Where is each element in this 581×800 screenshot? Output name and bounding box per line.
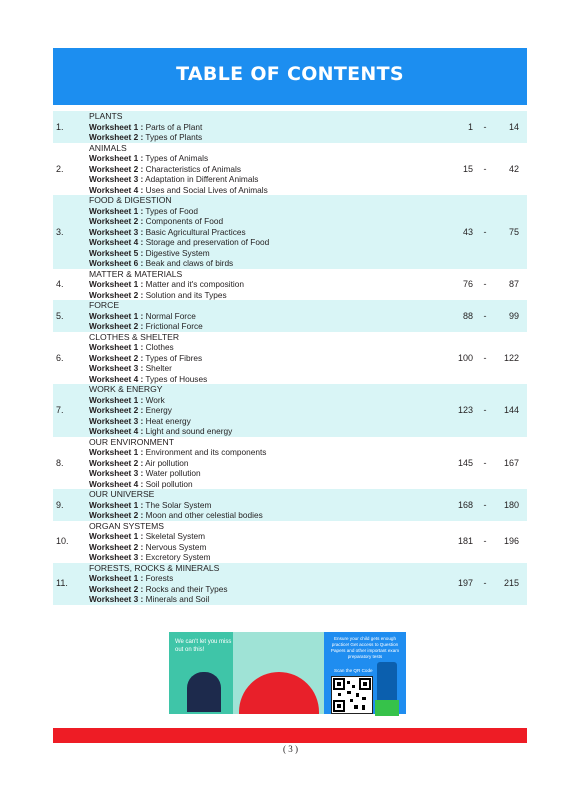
page-range bbox=[445, 437, 519, 490]
worksheet-title: Types of Food bbox=[145, 205, 198, 216]
page-from: 168 bbox=[457, 499, 473, 510]
worksheet-title: Environment and its components bbox=[145, 447, 267, 457]
chapter-number: 5. bbox=[56, 310, 64, 321]
banner-left-text: We can't let you miss out on this! bbox=[175, 639, 232, 653]
page-from: 76 bbox=[462, 279, 473, 289]
page-range bbox=[445, 489, 519, 521]
banner-right-text: Ensure your child gets enough practice! Get access to Question Papers and other important exam preparatory tests bbox=[330, 636, 400, 659]
toc-row[interactable] bbox=[53, 384, 527, 437]
worksheet-title: Excretory System bbox=[145, 552, 211, 562]
phone-base-icon bbox=[375, 700, 399, 716]
toc-row[interactable] bbox=[53, 195, 527, 269]
range-dash: - bbox=[483, 352, 487, 363]
page-to: 215 bbox=[503, 578, 519, 589]
worksheet-title: Beak and claws of birds bbox=[145, 258, 234, 268]
worksheet-title: Adaptation in Different Animals bbox=[145, 174, 259, 184]
worksheet-title: The Solar System bbox=[145, 499, 212, 510]
worksheet-title: Uses and Social Lives of Animals bbox=[145, 184, 268, 195]
toc-table bbox=[53, 111, 527, 605]
worksheet-label: Worksheet 2 : bbox=[89, 216, 144, 226]
toc-row[interactable] bbox=[53, 437, 527, 490]
range-dash: - bbox=[483, 405, 487, 415]
worksheet-label: Worksheet 4 : bbox=[89, 184, 144, 195]
worksheet-label: Worksheet 3 : bbox=[89, 468, 144, 478]
worksheet-label: Worksheet 3 : bbox=[89, 594, 144, 604]
page-range bbox=[445, 195, 519, 269]
worksheet-title: Skeletal System bbox=[145, 531, 206, 541]
worksheet-label: Worksheet 3 : bbox=[89, 363, 144, 373]
chapter-title: OUR ENVIRONMENT bbox=[89, 436, 174, 447]
worksheet-label: Worksheet 4 : bbox=[89, 373, 144, 384]
worksheet-label: Worksheet 2 : bbox=[89, 163, 144, 174]
page-from: 15 bbox=[462, 163, 473, 174]
chapter-title: FOOD & DIGESTION bbox=[89, 195, 172, 205]
page-to: 99 bbox=[508, 310, 519, 321]
toc-row[interactable] bbox=[53, 563, 527, 605]
toc-row[interactable] bbox=[53, 269, 527, 301]
toc-row[interactable] bbox=[53, 143, 527, 196]
page-to: 87 bbox=[508, 279, 519, 289]
chapter-number: 11. bbox=[56, 578, 68, 589]
chapter-title: FORCE bbox=[89, 300, 120, 310]
range-dash: - bbox=[483, 163, 487, 174]
page-number: ( 3 ) bbox=[283, 744, 298, 754]
page-range bbox=[445, 384, 519, 437]
worksheet-label: Worksheet 1 : bbox=[89, 573, 144, 583]
chapter-number: 1. bbox=[56, 121, 64, 132]
page-from: 100 bbox=[457, 352, 473, 363]
worksheet-title: Energy bbox=[145, 405, 172, 415]
chapter-title: OUR UNIVERSE bbox=[89, 489, 155, 499]
worksheet-title: Digestive System bbox=[145, 247, 210, 258]
toc-row[interactable] bbox=[53, 332, 527, 385]
range-dash: - bbox=[483, 499, 487, 510]
toc-header bbox=[53, 48, 527, 105]
page-to: 122 bbox=[503, 352, 519, 363]
worksheet-label: Worksheet 4 : bbox=[89, 478, 144, 489]
worksheet-title: Rocks and their Types bbox=[145, 583, 228, 594]
chapter-title: ORGAN SYSTEMS bbox=[89, 520, 164, 531]
page-to: 180 bbox=[503, 499, 519, 510]
worksheet-title: Heat energy bbox=[145, 415, 191, 426]
chapter-number: 8. bbox=[56, 457, 64, 468]
worksheet-label: Worksheet 1 : bbox=[89, 310, 144, 321]
range-dash: - bbox=[483, 310, 487, 321]
worksheet-title: Light and sound energy bbox=[145, 426, 233, 436]
worksheet-label: Worksheet 1 : bbox=[89, 279, 144, 289]
promo-banner[interactable] bbox=[169, 632, 406, 714]
page-from: 197 bbox=[457, 578, 473, 589]
chapter-title: FORESTS, ROCKS & MINERALS bbox=[89, 562, 220, 573]
worksheet-title: Basic Agricultural Practices bbox=[145, 226, 246, 237]
worksheet-title: Water pollution bbox=[145, 468, 201, 478]
page-to: 14 bbox=[508, 121, 519, 132]
worksheet-label: Worksheet 2 : bbox=[89, 352, 144, 363]
worksheet-label: Worksheet 1 : bbox=[89, 394, 144, 405]
page-range bbox=[445, 563, 519, 605]
page-range bbox=[445, 111, 519, 143]
worksheet-title: Moon and other celestial bodies bbox=[145, 510, 263, 520]
worksheet-title: Work bbox=[145, 394, 165, 405]
worksheet-title: Shelter bbox=[145, 363, 172, 373]
chapter-number: 3. bbox=[56, 226, 64, 237]
page-range bbox=[445, 143, 519, 196]
worksheet-title: Normal Force bbox=[145, 310, 196, 321]
page-title: TABLE OF CONTENTS bbox=[176, 63, 404, 85]
chapter-number: 10. bbox=[56, 536, 69, 547]
worksheet-label: Worksheet 2 : bbox=[89, 583, 144, 594]
range-dash: - bbox=[483, 121, 487, 132]
person-illustration-icon bbox=[187, 672, 221, 712]
worksheet-label: Worksheet 6 : bbox=[89, 258, 144, 268]
worksheet-label: Worksheet 1 : bbox=[89, 447, 144, 457]
chapter-title: WORK & ENERGY bbox=[89, 384, 163, 394]
worksheet-label: Worksheet 2 : bbox=[89, 289, 144, 300]
worksheet-title: Types of Animals bbox=[145, 153, 209, 163]
worksheet-label: Worksheet 2 : bbox=[89, 321, 144, 331]
chapter-number: 4. bbox=[56, 279, 64, 289]
range-dash: - bbox=[483, 578, 487, 589]
worksheet-title: Components of Food bbox=[145, 216, 224, 226]
chapter-number: 7. bbox=[56, 405, 64, 415]
footer-bar bbox=[53, 728, 527, 743]
worksheet-title: Nervous System bbox=[145, 541, 207, 552]
range-dash: - bbox=[483, 279, 487, 289]
chapter-title: ANIMALS bbox=[89, 142, 127, 153]
chapter-number: 2. bbox=[56, 163, 64, 174]
worksheet-title: Air pollution bbox=[145, 457, 189, 468]
worksheet-label: Worksheet 2 : bbox=[89, 510, 144, 520]
chapter-title: CLOTHES & SHELTER bbox=[89, 331, 180, 342]
worksheet-label: Worksheet 3 : bbox=[89, 226, 144, 237]
worksheet-title: Soil pollution bbox=[145, 478, 193, 489]
page-to: 42 bbox=[508, 163, 519, 174]
toc-row[interactable] bbox=[53, 111, 527, 143]
page-to: 144 bbox=[503, 405, 519, 415]
toc-row[interactable] bbox=[53, 521, 527, 563]
worksheet-label: Worksheet 3 : bbox=[89, 552, 144, 562]
page-from: 123 bbox=[457, 405, 473, 415]
worksheet-label: Worksheet 1 : bbox=[89, 205, 144, 216]
page-range bbox=[445, 300, 519, 332]
worksheet-label: Worksheet 2 : bbox=[89, 541, 144, 552]
worksheet-title: Types of Houses bbox=[145, 373, 208, 384]
page-from: 145 bbox=[457, 457, 473, 468]
worksheet-label: Worksheet 1 : bbox=[89, 499, 144, 510]
page-to: 167 bbox=[503, 457, 519, 468]
page-from: 43 bbox=[462, 226, 473, 237]
worksheet-title: Parts of a Plant bbox=[145, 121, 203, 132]
qr-code-icon[interactable] bbox=[331, 676, 373, 714]
worksheet-label: Worksheet 2 : bbox=[89, 132, 144, 142]
worksheet-label: Worksheet 1 : bbox=[89, 153, 144, 163]
worksheet-title: Matter and it's composition bbox=[145, 279, 245, 289]
worksheet-title: Types of Fibres bbox=[145, 352, 203, 363]
page-range bbox=[445, 521, 519, 563]
worksheet-label: Worksheet 5 : bbox=[89, 247, 144, 258]
chapter-number: 9. bbox=[56, 499, 64, 510]
page-to: 75 bbox=[508, 226, 519, 237]
page-from: 1 bbox=[467, 121, 473, 132]
chapter-title: MATTER & MATERIALS bbox=[89, 268, 183, 279]
chapter-number: 6. bbox=[56, 352, 64, 363]
worksheet-label: Worksheet 2 : bbox=[89, 457, 144, 468]
worksheet-label: Worksheet 4 : bbox=[89, 237, 144, 247]
worksheet-title: Storage and preservation of Food bbox=[145, 237, 270, 247]
range-dash: - bbox=[483, 226, 487, 237]
page-range bbox=[445, 269, 519, 301]
worksheet-label: Worksheet 3 : bbox=[89, 415, 144, 426]
chapter-title: PLANTS bbox=[89, 111, 123, 121]
toc-row[interactable] bbox=[53, 300, 527, 332]
worksheet-title: Minerals and Soil bbox=[145, 594, 210, 604]
worksheet-label: Worksheet 3 : bbox=[89, 174, 144, 184]
qr-label: Scan the QR Code bbox=[334, 668, 373, 673]
range-dash: - bbox=[483, 536, 487, 547]
worksheet-label: Worksheet 4 : bbox=[89, 426, 144, 436]
page-to: 196 bbox=[503, 536, 519, 547]
worksheet-label: Worksheet 1 : bbox=[89, 531, 144, 541]
worksheet-title: Clothes bbox=[145, 342, 174, 352]
worksheet-title: Characteristics of Animals bbox=[145, 163, 242, 174]
worksheet-title: Forests bbox=[145, 573, 174, 583]
worksheet-label: Worksheet 1 : bbox=[89, 342, 144, 352]
worksheet-label: Worksheet 1 : bbox=[89, 121, 144, 132]
worksheet-title: Frictional Force bbox=[145, 321, 203, 331]
worksheet-label: Worksheet 2 : bbox=[89, 405, 144, 415]
range-dash: - bbox=[483, 457, 487, 468]
page-range bbox=[445, 332, 519, 385]
toc-row[interactable] bbox=[53, 489, 527, 521]
worksheet-title: Solution and its Types bbox=[145, 289, 227, 300]
worksheet-title: Types of Plants bbox=[145, 132, 203, 142]
page-from: 88 bbox=[462, 310, 473, 321]
page-from: 181 bbox=[457, 536, 473, 547]
